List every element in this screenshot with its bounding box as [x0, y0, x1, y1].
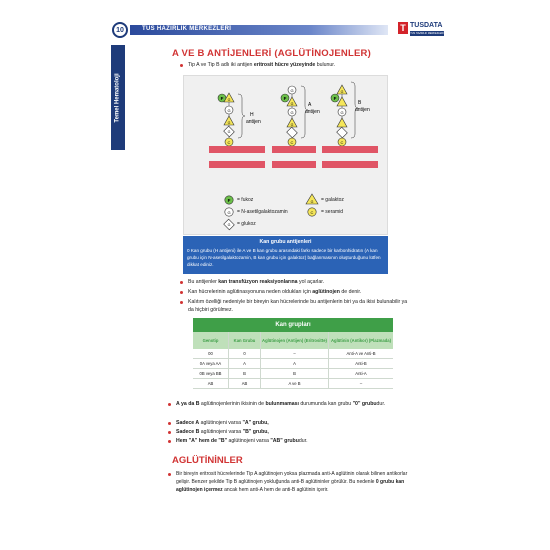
section-title-antigens: A VE B ANTİJENLERİ (AGLÜTİNOJENLER) [172, 48, 371, 59]
table-header-genotype: Genotip [193, 332, 229, 349]
text-run: yol açarlar. [297, 279, 325, 285]
bullet-group-a [176, 419, 269, 427]
text-run: aglütinojeni varsa [199, 429, 243, 435]
text-run-bold: "A" grubu, [242, 420, 269, 426]
text-run: aglütinojenlerinin ikisinin de [199, 401, 266, 407]
table-row [193, 369, 393, 379]
bullet-group-b [176, 428, 269, 436]
table-header-agglutinin: Aglütinin (Antikor) (Plazmada) [330, 337, 392, 343]
svg-text:antijen: antijen [305, 109, 320, 115]
svg-text:G: G [227, 98, 231, 102]
table-cell: A [229, 359, 261, 368]
table-cell: A [261, 359, 329, 368]
table-cell: A ve B [261, 379, 329, 388]
svg-text:G: G [227, 130, 231, 134]
table-row [193, 359, 393, 369]
svg-text:antijen: antijen [355, 107, 370, 113]
table-cell: AB [229, 379, 261, 388]
text-run: Kalıtım özelliği nedeniyle bir bireyin kan hücrelerinde bu antijenlerin biri ya da ikisi bulunabilir ya da hiçbiri görülmez. [188, 299, 408, 313]
text-run: Tip A ve Tip B adlı iki antijen [188, 62, 254, 68]
legend-n-asetilgalaktozamin: = N-asetilgalaktozamin [237, 209, 288, 215]
table-cell: – [261, 349, 329, 358]
legend-fukoz: = fukoz [237, 197, 254, 203]
svg-text:G: G [340, 90, 344, 94]
svg-text:antijen: antijen [246, 119, 261, 125]
text-run: aglütinojeni varsa [199, 420, 243, 426]
text-run-bold: "AB" grubu [270, 438, 299, 444]
text-run: durumunda kan grubu [298, 401, 353, 407]
page-number: 10 [112, 22, 128, 38]
svg-text:F: F [227, 198, 231, 203]
blood-group-table [193, 318, 393, 389]
legend-seramid: = seramid [321, 209, 344, 215]
table-cell: 0 [229, 349, 261, 358]
svg-text:G: G [290, 110, 294, 115]
svg-text:C: C [227, 140, 231, 145]
table-row [193, 349, 393, 359]
table-cell: – [359, 381, 363, 386]
page-header [112, 22, 444, 38]
text-run: de denir. [339, 289, 362, 295]
b-antigen-chain [331, 82, 370, 146]
text-run: bulunur. [315, 62, 336, 68]
text-run-bold: kan transfüzyon reaksiyonlarına [218, 279, 298, 285]
svg-text:G: G [340, 110, 344, 115]
table-header-agglutinogen: Aglütinojen (Antijen) (Eritrositte) [261, 332, 329, 349]
table-cell: 0B veya BB [193, 369, 229, 378]
section-title-agglutinins: AGLÜTİNİNLER [172, 455, 243, 466]
table-cell: B [229, 369, 261, 378]
a-antigen-chain [281, 86, 320, 146]
svg-text:G: G [290, 102, 294, 106]
text-run-bold: Hem "A" hem de "B" [176, 438, 228, 444]
table-cell: Anti-A ve Anti-B [346, 351, 376, 356]
table-caption: Kan grupları [193, 318, 393, 332]
text-run-bold: Sadece B [176, 429, 200, 435]
info-box-body: 0 Kan grubu (H antijeni) ile A ve B kan grubu arasındaki farkı sadece bir karbonhidratın (A kan grubu için N-asetilgalaktozamin, B kan grubu için galaktoz) bağlanmasının oluşturduğunu lütfen dikkat ediniz. [187, 248, 381, 268]
text-run-bold: "0" grubu [352, 401, 377, 407]
tusdata-logo [398, 22, 444, 39]
table-cell: Anti-B [355, 361, 367, 366]
text-run-bold: Sadece A [176, 420, 200, 426]
svg-text:G: G [227, 121, 231, 125]
text-run-bold: A ya da B [176, 401, 200, 407]
svg-text:F: F [220, 96, 224, 101]
svg-text:C: C [310, 210, 314, 215]
text-run-bold: "B" grubu, [242, 429, 269, 435]
text-run: Kan hücrelerinin aglütinasyonuna neden oldukları için [188, 289, 313, 295]
logo-text: TUSDATA [410, 22, 443, 29]
legend-galaktoz: = galaktoz [321, 197, 344, 203]
svg-text:C: C [340, 140, 344, 145]
text-run: Bu antijenler [188, 279, 219, 285]
cell-membrane [209, 146, 378, 168]
table-cell: Anti-A [355, 371, 367, 376]
text-run: Bir bireyin eritrosit hücrelerinde Tip A aglütinojen yoksa plazmada anti-A aglütinin olarak bilinen antikorlar gelişir. Benzer şekilde Tip B aglütinojen yokluğunda anti-B aglütininler görülür. Bu nedenle [176, 471, 408, 485]
svg-text:F: F [333, 96, 337, 101]
svg-text:G: G [227, 108, 231, 113]
svg-text:G: G [310, 200, 314, 204]
table-header-blood-group: Kan Grubu [229, 332, 261, 349]
text-run: dur. [376, 401, 386, 407]
legend-glukoz: = glukoz [237, 221, 256, 227]
svg-text:G: G [290, 123, 294, 127]
chapter-side-tab-label: Temel Hematoloji [115, 72, 122, 123]
table-row [193, 379, 393, 389]
paragraph-agglutinins [176, 470, 416, 494]
chapter-side-tab [111, 45, 125, 150]
text-run-bold: 0 grubu kan aglütinojen içermez [176, 479, 405, 493]
header-title: TUS HAZIRLIK MERKEZLERİ [142, 26, 232, 32]
info-box-blood-group-antigens [183, 236, 388, 274]
svg-text:G: G [227, 223, 231, 227]
text-run-bold: bulunmaması [265, 401, 299, 407]
bullet-transfusion [188, 278, 398, 286]
info-box-title: Kan grubu antijenleri [259, 239, 312, 245]
table-cell: 00 [193, 349, 229, 358]
table-cell: AB [193, 379, 229, 388]
bullet-agglutinogen [188, 288, 398, 296]
bullet-inheritance [188, 298, 410, 314]
text-run-bold: aglütinojen [312, 289, 340, 295]
text-run-bold: eritrosit hücre yüzeyinde [253, 62, 316, 68]
text-run: ancak hem anti-A hem de anti-B aglütinin içerir. [222, 487, 329, 493]
bullet-group-ab [176, 437, 308, 445]
logo-letter: T [398, 22, 408, 34]
antigen-diagram [183, 75, 388, 235]
svg-text:G: G [290, 88, 294, 93]
table-cell: 0A veya AA [193, 359, 229, 368]
table-header-row [193, 332, 393, 349]
svg-text:G: G [227, 210, 231, 215]
text-run: dur. [298, 438, 308, 444]
bullet-intro [188, 61, 335, 69]
table-cell: B [261, 369, 329, 378]
text-run: aglütinojeni varsa [227, 438, 271, 444]
h-antigen-chain [218, 93, 261, 146]
svg-text:B: B [358, 100, 362, 106]
logo-subtitle: TUS HAZIRLIK MERKEZLERİ [410, 32, 444, 35]
label-h-antigen: H [250, 112, 254, 118]
bullet-group-0 [176, 400, 401, 408]
svg-text:F: F [283, 96, 287, 101]
svg-text:A: A [308, 102, 312, 108]
svg-text:C: C [290, 140, 294, 145]
